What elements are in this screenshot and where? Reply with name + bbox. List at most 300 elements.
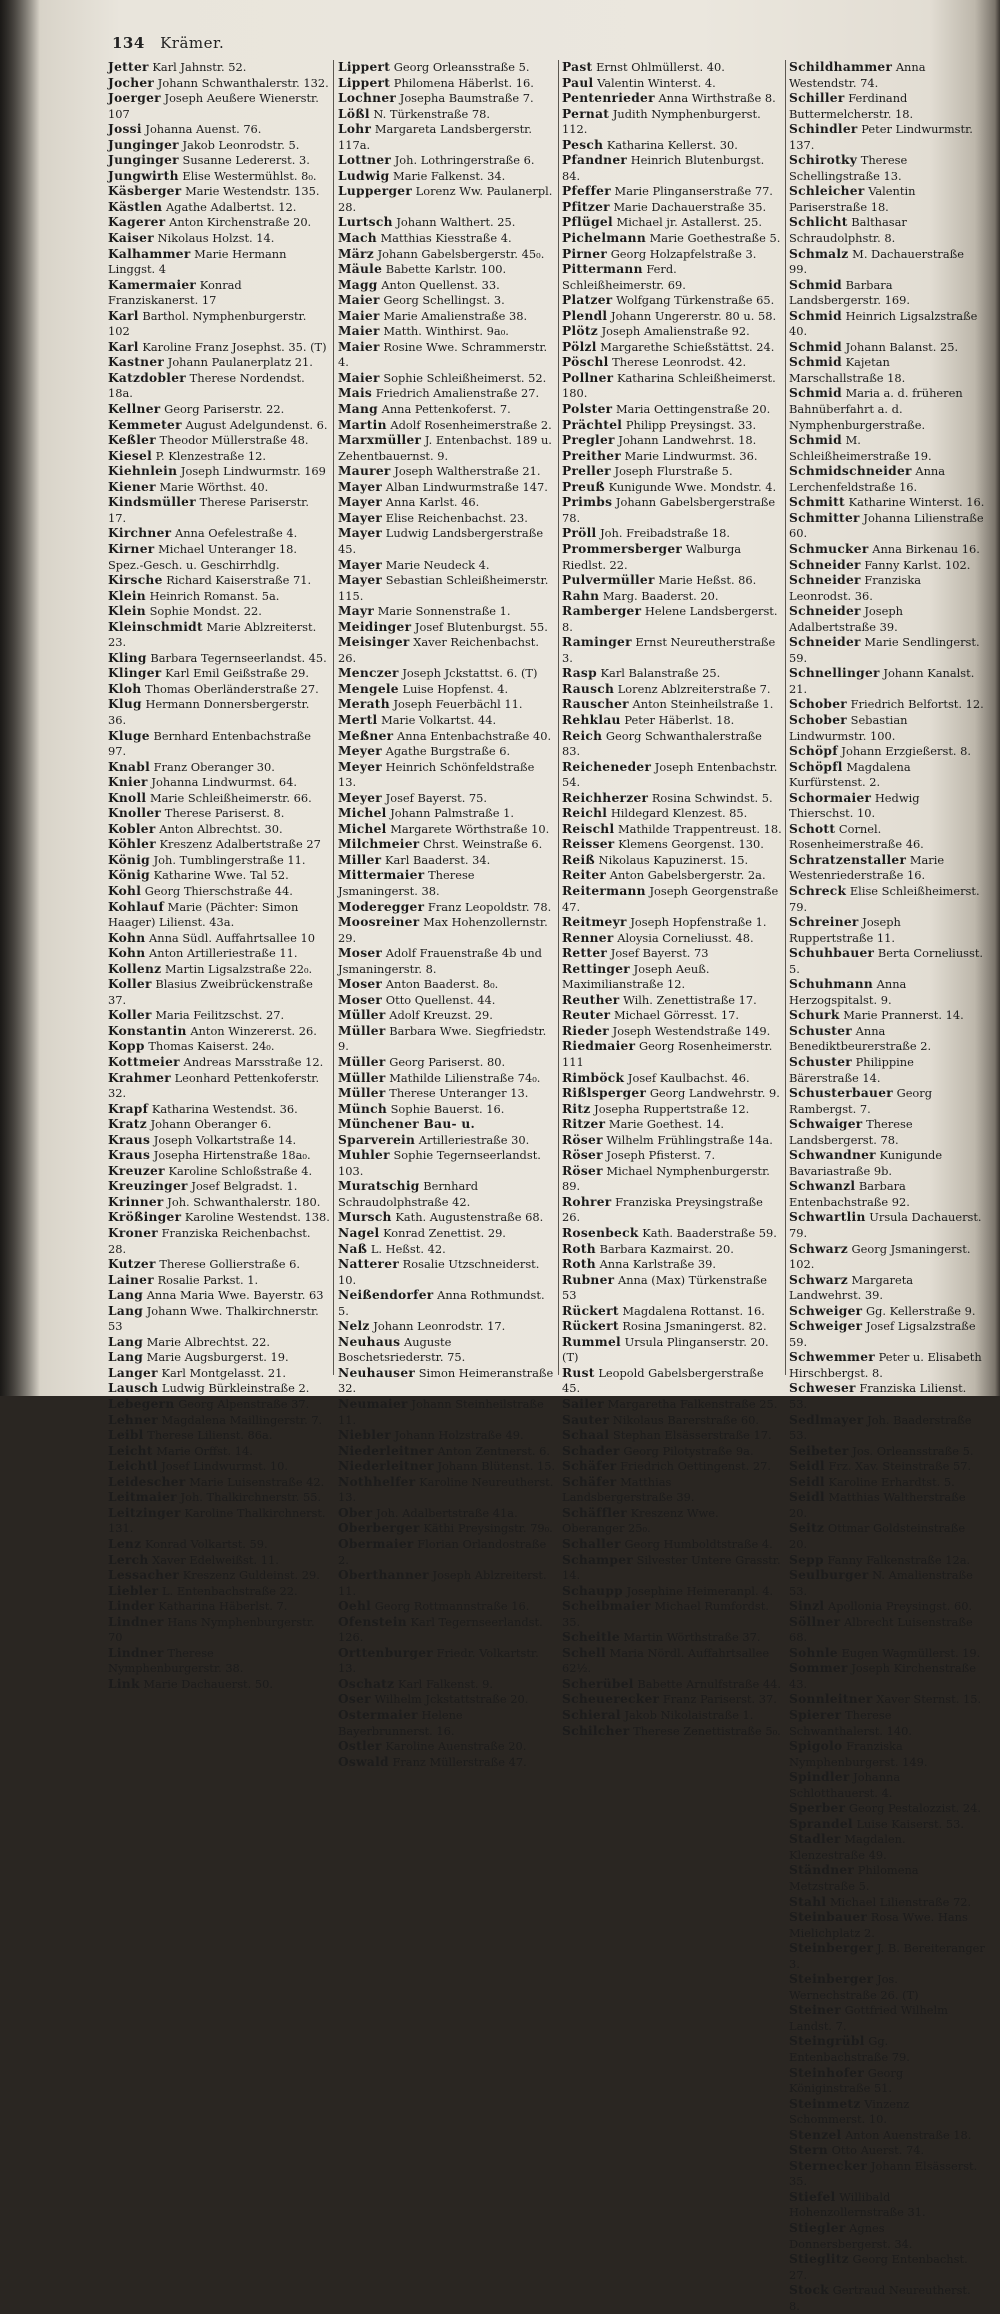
- entry-surname: Rausch: [562, 681, 615, 696]
- directory-entry: [108, 542, 330, 573]
- directory-entry: [562, 1677, 782, 1693]
- directory-entry: [562, 868, 782, 884]
- entry-details: Philipp Preysingst. 33.: [625, 417, 757, 432]
- directory-entry: [789, 1895, 985, 1911]
- entry-surname: Lupperger: [338, 184, 413, 199]
- entry-details: J. B. Bereiteranger 3.: [789, 1941, 985, 1971]
- entry-surname: Moderegger: [338, 899, 425, 914]
- directory-entry: [789, 122, 985, 153]
- directory-entry: [338, 573, 556, 604]
- entry-surname: Moser: [338, 977, 383, 992]
- directory-entry: [789, 1459, 985, 1475]
- directory-entry: [108, 666, 330, 682]
- entry-details: Barthol. Nymphenburgerstr. 102: [108, 308, 307, 339]
- entry-surname: Schnellinger: [789, 666, 880, 681]
- directory-entry: [562, 931, 782, 947]
- entry-surname: Lainer: [108, 1272, 154, 1287]
- directory-entry: [789, 1521, 985, 1552]
- entry-details: Wilh. Zenettistraße 17.: [623, 992, 757, 1007]
- entry-details: Johann Steinheilstraße 11.: [338, 1397, 544, 1427]
- entry-details: Therese Schwanthalerst. 140.: [789, 1707, 912, 1738]
- entry-surname: Münchener Bau- u. Sparverein: [338, 1117, 476, 1147]
- entry-surname: Pölzl: [562, 339, 597, 354]
- directory-entry: [562, 184, 782, 200]
- entry-details: Joh. Adalbertstraße 41a.: [376, 1505, 518, 1520]
- entry-details: Karl Montgelasst. 21.: [161, 1365, 286, 1380]
- directory-entry: [108, 900, 330, 931]
- column-divider: [785, 60, 786, 1375]
- directory-entry: [562, 480, 782, 496]
- entry-details: Anton Winzererst. 26.: [190, 1023, 317, 1038]
- directory-entry: [789, 2128, 985, 2144]
- entry-surname: Keßler: [108, 433, 156, 448]
- entry-details: Adolf Kreuzst. 29.: [389, 1008, 493, 1023]
- column-2: [338, 60, 556, 1769]
- directory-entry: [562, 402, 782, 418]
- directory-entry: [338, 822, 556, 838]
- directory-entry: [108, 1210, 330, 1226]
- entry-surname: Seidl: [789, 1474, 825, 1489]
- entry-details: Joseph Flurstraße 5.: [614, 464, 733, 479]
- directory-entry: [789, 542, 985, 558]
- entry-details: Josef Ligsalzstraße 59.: [789, 1319, 976, 1349]
- entry-surname: Lerch: [108, 1552, 149, 1567]
- directory-entry: [562, 589, 782, 605]
- directory-entry: [338, 278, 556, 294]
- entry-surname: Reiter: [562, 868, 607, 883]
- entry-surname: Schmid: [789, 433, 842, 448]
- entry-details: Blasius Zweibrückenstraße 37.: [108, 977, 313, 1007]
- directory-entry: [562, 371, 782, 402]
- directory-entry: [338, 1708, 556, 1739]
- directory-entry: [338, 1475, 556, 1506]
- entry-surname: Ostler: [338, 1739, 382, 1754]
- entry-details: Michael jr. Astallerst. 25.: [616, 215, 763, 230]
- entry-surname: Prächtel: [562, 417, 623, 432]
- directory-entry: [338, 418, 556, 434]
- entry-details: Franziska Nymphenburgerst. 149.: [789, 1739, 928, 1769]
- directory-entry: [789, 760, 985, 791]
- entry-details: Wilhelm Jckstattstraße 20.: [374, 1692, 529, 1707]
- entry-details: Georg Pariserstr. 22.: [164, 402, 285, 417]
- entry-surname: Menczer: [338, 666, 399, 681]
- entry-details: Karl Tegernseerlandst. 126.: [338, 1614, 543, 1645]
- directory-entry: [108, 340, 330, 356]
- entry-details: Chrst. Weinstraße 6.: [423, 837, 543, 852]
- entry-surname: Seitz: [789, 1521, 825, 1536]
- entry-surname: Rieder: [562, 1023, 610, 1038]
- entry-surname: Münch: [338, 1101, 387, 1116]
- entry-surname: Klinger: [108, 666, 162, 681]
- directory-entry: [789, 697, 985, 713]
- entry-details: M. Dachauerstraße 99.: [789, 246, 965, 277]
- directory-entry: [108, 589, 330, 605]
- directory-entry: [338, 977, 556, 993]
- directory-entry: [562, 884, 782, 915]
- entry-surname: Kamermaier: [108, 277, 197, 292]
- entry-details: Marie Prannerst. 14.: [843, 1008, 964, 1023]
- entry-surname: Kirchner: [108, 526, 172, 541]
- directory-entry: [562, 1257, 782, 1273]
- entry-surname: Mais: [338, 386, 373, 401]
- directory-entry: [562, 1444, 782, 1460]
- directory-entry: [562, 262, 782, 293]
- entry-details: Babette Karlstr. 100.: [385, 262, 507, 277]
- entry-details: Anna Südl. Auffahrtsallee 10: [149, 930, 315, 945]
- entry-details: Therese Lilienst. 86a.: [147, 1428, 273, 1443]
- entry-surname: Schaupp: [562, 1583, 623, 1598]
- directory-entry: [338, 184, 556, 215]
- entry-details: Anna Herzogspitalst. 9.: [789, 977, 907, 1007]
- entry-surname: Schott: [789, 821, 836, 836]
- entry-surname: Kiener: [108, 479, 156, 494]
- entry-surname: Merath: [338, 697, 390, 712]
- entry-surname: Schmid: [789, 339, 842, 354]
- directory-entry: [108, 169, 330, 185]
- entry-details: Heinrich Blutenburgst. 84.: [562, 153, 765, 183]
- entry-surname: Mach: [338, 231, 377, 246]
- directory-entry: [108, 853, 330, 869]
- entry-surname: Kohlauf: [108, 899, 165, 914]
- entry-details: Marie Sendlingerst. 59.: [789, 635, 980, 665]
- entry-surname: Orttenburger: [338, 1645, 434, 1660]
- entry-surname: Junginger: [108, 153, 179, 168]
- entry-surname: Schuhbauer: [789, 946, 875, 961]
- directory-entry: [562, 355, 782, 371]
- directory-entry: [789, 1148, 985, 1179]
- directory-entry: [338, 558, 556, 574]
- entry-details: Joseph Amalienstraße 92.: [601, 324, 750, 339]
- entry-surname: Paul: [562, 75, 594, 90]
- directory-entry: [789, 1770, 985, 1801]
- directory-entry: [108, 247, 330, 278]
- entry-surname: Pesch: [562, 137, 604, 152]
- directory-entry: [108, 1537, 330, 1553]
- directory-entry: [108, 153, 330, 169]
- directory-entry: [789, 1179, 985, 1210]
- entry-details: Anton Kirchenstraße 20.: [169, 215, 312, 230]
- directory-entry: [338, 744, 556, 760]
- entry-details: Nikolaus Kapuzinerst. 15.: [598, 852, 749, 867]
- directory-entry: [562, 946, 782, 962]
- entry-surname: Stock: [789, 2283, 829, 2298]
- directory-entry: [108, 1646, 330, 1677]
- entry-surname: Maier: [338, 324, 380, 339]
- entry-details: Karl Falkenst. 9.: [397, 1676, 494, 1691]
- directory-entry: [789, 2034, 985, 2065]
- entry-surname: Pulvermüller: [562, 573, 655, 588]
- directory-entry: [338, 1242, 556, 1258]
- directory-entry: [562, 697, 782, 713]
- entry-surname: Mayer: [338, 495, 383, 510]
- entry-surname: Maier: [338, 370, 380, 385]
- directory-entry: [338, 868, 556, 899]
- entry-details: Marie Sonnenstraße 1.: [377, 604, 511, 619]
- directory-entry: [338, 666, 556, 682]
- entry-surname: Lindner: [108, 1614, 164, 1629]
- entry-details: Rosa Wwe. Hans Mielichplatz 2.: [789, 1910, 968, 1940]
- entry-surname: Seidl: [789, 1459, 825, 1474]
- directory-entry: [108, 1459, 330, 1475]
- entry-details: Johann Wwe. Thalkirchnerstr. 53: [108, 1303, 319, 1334]
- directory-entry: [789, 977, 985, 1008]
- entry-surname: Koller: [108, 977, 152, 992]
- directory-entry: [562, 449, 782, 465]
- directory-entry: [338, 433, 556, 464]
- entry-details: Barbara Entenbachstraße 92.: [789, 1179, 910, 1209]
- entry-surname: Past: [562, 60, 593, 74]
- entry-surname: Pregler: [562, 433, 615, 448]
- entry-details: Johann Holzstraße 49.: [394, 1428, 524, 1443]
- entry-details: Joseph Lindwurmstr. 169: [180, 464, 326, 479]
- entry-surname: Kling: [108, 650, 147, 665]
- directory-entry: [338, 262, 556, 278]
- entry-details: Marie Dachauerst. 50.: [143, 1676, 273, 1691]
- entry-details: Barbara Tegernseerlandst. 45.: [150, 650, 327, 665]
- entry-details: Heinrich Ligsalzstraße 40.: [789, 308, 978, 339]
- entry-surname: Kutzer: [108, 1257, 156, 1272]
- entry-details: Franziska Preysingstraße 26.: [562, 1194, 763, 1225]
- directory-entry: [108, 464, 330, 480]
- entry-surname: Lang: [108, 1288, 144, 1303]
- entry-details: Anton Artilleriestraße 11.: [149, 946, 298, 961]
- entry-surname: Raminger: [562, 635, 632, 650]
- entry-details: L. Heßst. 42.: [370, 1241, 446, 1256]
- directory-entry: [108, 697, 330, 728]
- entry-surname: Oberthanner: [338, 1568, 429, 1583]
- directory-entry: [789, 464, 985, 495]
- entry-details: Margarethe Schießstättst. 24.: [600, 339, 775, 354]
- entry-surname: Kastner: [108, 355, 165, 370]
- entry-details: Margareta Landwehrst. 39.: [789, 1272, 914, 1303]
- entry-details: Karoline Schloßstraße 4.: [168, 1163, 313, 1178]
- directory-entry: [562, 1366, 782, 1397]
- entry-details: Josephine Heimeranpl. 4.: [626, 1583, 774, 1598]
- entry-surname: Schöpf: [789, 744, 838, 759]
- directory-entry: [562, 526, 782, 542]
- entry-details: Marie Heßst. 86.: [658, 573, 757, 588]
- entry-surname: Schwartlin: [789, 1210, 866, 1225]
- entry-surname: Meidinger: [338, 619, 412, 634]
- directory-entry: [789, 2283, 985, 2314]
- entry-surname: Kollenz: [108, 961, 162, 976]
- entry-details: J. Entenbachst. 189 u. Zehentbauernst. 9.: [338, 433, 552, 463]
- directory-entry: [108, 682, 330, 698]
- entry-details: Josef Bayerst. 73: [610, 946, 709, 961]
- entry-details: Magdalena Rottanst. 16.: [622, 1303, 765, 1318]
- entry-details: Thomas Kaiserst. 24₀.: [148, 1039, 275, 1054]
- directory-entry: [562, 1008, 782, 1024]
- directory-entry: [108, 946, 330, 962]
- directory-entry: [338, 1521, 556, 1537]
- entry-details: Magdalena Maillingerstr. 7.: [161, 1412, 323, 1427]
- entry-surname: Martin: [338, 417, 387, 432]
- entry-details: N. Türkenstraße 78.: [373, 106, 491, 121]
- entry-surname: Klein: [108, 604, 146, 619]
- entry-surname: Scheitle: [562, 1630, 620, 1645]
- entry-surname: Kreuzinger: [108, 1179, 188, 1194]
- entry-surname: Krinner: [108, 1194, 164, 1209]
- entry-surname: Stieglitz: [789, 2252, 849, 2267]
- entry-details: Lorenz Ww. Paulanerpl. 28.: [338, 184, 553, 214]
- directory-entry: [338, 1755, 556, 1771]
- entry-details: Marie Albrechtst. 22.: [146, 1334, 271, 1349]
- entry-details: Käthi Preysingstr. 79₀.: [423, 1521, 553, 1536]
- entry-surname: König: [108, 868, 150, 883]
- entry-surname: Link: [108, 1676, 140, 1691]
- directory-entry: [108, 1615, 330, 1646]
- directory-entry: [789, 2066, 985, 2097]
- directory-entry: [338, 682, 556, 698]
- directory-entry: [338, 900, 556, 916]
- entry-details: Joseph Georgenstraße 47.: [562, 883, 779, 914]
- directory-entry: [108, 1257, 330, 1273]
- entry-details: Luise Hopfenst. 4.: [402, 681, 509, 696]
- entry-surname: Natterer: [338, 1257, 400, 1272]
- entry-surname: Roth: [562, 1257, 596, 1272]
- directory-entry: [789, 2221, 985, 2252]
- entry-surname: Mayr: [338, 604, 375, 619]
- directory-entry: [562, 153, 782, 184]
- entry-details: Johann Gabelsbergerstr. 45₀.: [377, 246, 545, 261]
- directory-entry: [108, 931, 330, 947]
- entry-surname: Sauter: [562, 1412, 610, 1427]
- entry-details: Joh. Freibadstraße 18.: [600, 526, 730, 541]
- directory-entry: [562, 1599, 782, 1630]
- entry-surname: Kirsche: [108, 573, 163, 588]
- entry-surname: Schell: [562, 1645, 606, 1660]
- entry-surname: Rißlsperger: [562, 1086, 647, 1101]
- entry-surname: Lang: [108, 1350, 144, 1365]
- directory-entry: [108, 1413, 330, 1429]
- entry-details: Philomena Häberlst. 16.: [393, 75, 534, 90]
- entry-surname: Steinbauer: [789, 1910, 868, 1925]
- entry-surname: Prommersberger: [562, 541, 683, 556]
- entry-surname: Mengele: [338, 681, 399, 696]
- entry-details: Johanna Schlotthauerst. 4.: [789, 1770, 901, 1800]
- entry-surname: Scheibmaier: [562, 1599, 651, 1614]
- directory-entry: [789, 558, 985, 574]
- directory-entry: [338, 1615, 556, 1646]
- directory-entry: [338, 247, 556, 263]
- entry-surname: Kiesel: [108, 448, 153, 463]
- entry-details: Franziska Lilienst. 53.: [789, 1381, 967, 1412]
- entry-details: Joseph Ablzreiterst. 11.: [338, 1568, 547, 1598]
- entry-details: Josepha Baumstraße 7.: [399, 91, 534, 106]
- entry-details: Cornel. Rosenheimerstraße 46.: [789, 821, 924, 852]
- entry-surname: Neumaier: [338, 1397, 408, 1412]
- directory-entry: [338, 1506, 556, 1522]
- entry-details: Xaver Sternst. 15.: [876, 1692, 982, 1707]
- entry-details: Sophie Tegernseerlandst. 103.: [338, 1148, 541, 1178]
- entry-details: Willibald Hohenzollernstraße 31.: [789, 2189, 926, 2220]
- entry-details: Josef Blutenburgst. 55.: [414, 619, 548, 634]
- entry-details: Barbara Wwe. Siegfriedstr. 9.: [338, 1023, 547, 1054]
- directory-entry: [562, 1724, 782, 1740]
- entry-details: Florian Orlandostraße 2.: [338, 1536, 547, 1567]
- directory-entry: [338, 1568, 556, 1599]
- entry-details: Therese Schellingstraße 13.: [789, 153, 908, 183]
- directory-entry: [108, 418, 330, 434]
- entry-details: Johann Oberanger 6.: [150, 1117, 272, 1132]
- directory-entry: [562, 433, 782, 449]
- entry-details: Therese Nordendst. 18a.: [108, 370, 305, 401]
- entry-details: Anton Auenstraße 18.: [845, 2127, 972, 2142]
- entry-details: Anton Quellenst. 33.: [381, 277, 500, 292]
- directory-entry: [562, 1242, 782, 1258]
- directory-entry: [338, 1444, 556, 1460]
- entry-details: Joseph Volkartstraße 14.: [153, 1132, 297, 1147]
- entry-details: Joseph Adalbertstraße 39.: [789, 604, 903, 634]
- directory-entry: [562, 1319, 782, 1335]
- entry-surname: Schweiger: [789, 1319, 863, 1334]
- entry-surname: Kottmeier: [108, 1055, 180, 1069]
- directory-entry: [338, 604, 556, 620]
- entry-details: Elise Schleißheimerst. 79.: [789, 883, 980, 914]
- entry-surname: Kopp: [108, 1039, 145, 1054]
- directory-entry: [789, 495, 985, 511]
- entry-details: Joh. Lothringerstraße 6.: [394, 153, 535, 168]
- entry-details: Marie Goethest. 14.: [608, 1117, 724, 1132]
- entry-details: Franziska Reichenbachst. 28.: [108, 1226, 311, 1256]
- entry-details: Joseph Ruppertstraße 11.: [789, 915, 901, 945]
- entry-surname: Michel: [338, 806, 387, 821]
- directory-entry: [789, 1972, 985, 2003]
- entry-surname: Müller: [338, 1023, 386, 1038]
- directory-entry: [789, 2003, 985, 2034]
- entry-details: Georg Rottmannstraße 16.: [374, 1599, 530, 1614]
- entry-details: Adolf Rosenheimerstraße 2.: [390, 417, 552, 432]
- entry-details: P. Klenzestraße 12.: [155, 448, 266, 463]
- entry-surname: Rauscher: [562, 697, 629, 712]
- entry-surname: Lurtsch: [338, 215, 393, 230]
- entry-surname: Ludwig: [338, 168, 390, 183]
- entry-details: Peter Lindwurmstr. 137.: [789, 122, 973, 152]
- entry-details: Marie Dachauerstraße 35.: [613, 199, 767, 214]
- entry-details: Theodor Müllerstraße 48.: [159, 433, 309, 448]
- directory-entry: [789, 884, 985, 915]
- entry-surname: Müller: [338, 1086, 386, 1101]
- entry-surname: Niederleitner: [338, 1459, 434, 1474]
- entry-details: Agathe Burgstraße 6.: [385, 744, 511, 759]
- entry-surname: Schwaiger: [789, 1117, 863, 1132]
- directory-entry: [562, 1148, 782, 1164]
- entry-details: Stephan Elsässerstraße 17.: [612, 1428, 772, 1443]
- directory-entry: [789, 1304, 985, 1320]
- entry-details: Joseph Waltherstraße 21.: [394, 464, 541, 479]
- entry-surname: Kobler: [108, 821, 156, 836]
- entry-details: Andreas Marsstraße 12.: [183, 1055, 324, 1069]
- directory-entry: [108, 651, 330, 667]
- entry-surname: Schmid: [789, 355, 842, 370]
- directory-entry: [789, 1381, 985, 1412]
- entry-details: Josepha Hirtenstraße 18a₀.: [153, 1148, 311, 1163]
- entry-details: Marie Falkenst. 34.: [393, 168, 506, 183]
- book-gutter-shadow: [0, 0, 40, 1396]
- directory-entry: [562, 962, 782, 993]
- directory-entry: [338, 122, 556, 153]
- entry-surname: Kemmeter: [108, 417, 182, 432]
- entry-details: Artilleriestraße 30.: [418, 1132, 530, 1147]
- entry-surname: Schmid: [789, 277, 842, 292]
- entry-details: Rosina Schwindst. 5.: [651, 790, 773, 805]
- directory-entry: [562, 1304, 782, 1320]
- entry-details: Judith Nymphenburgerst. 112.: [562, 106, 761, 137]
- directory-entry: [338, 495, 556, 511]
- directory-entry: [789, 635, 985, 666]
- entry-details: Friedr. Volkartstr. 13.: [338, 1645, 539, 1676]
- directory-entry: [338, 1366, 556, 1397]
